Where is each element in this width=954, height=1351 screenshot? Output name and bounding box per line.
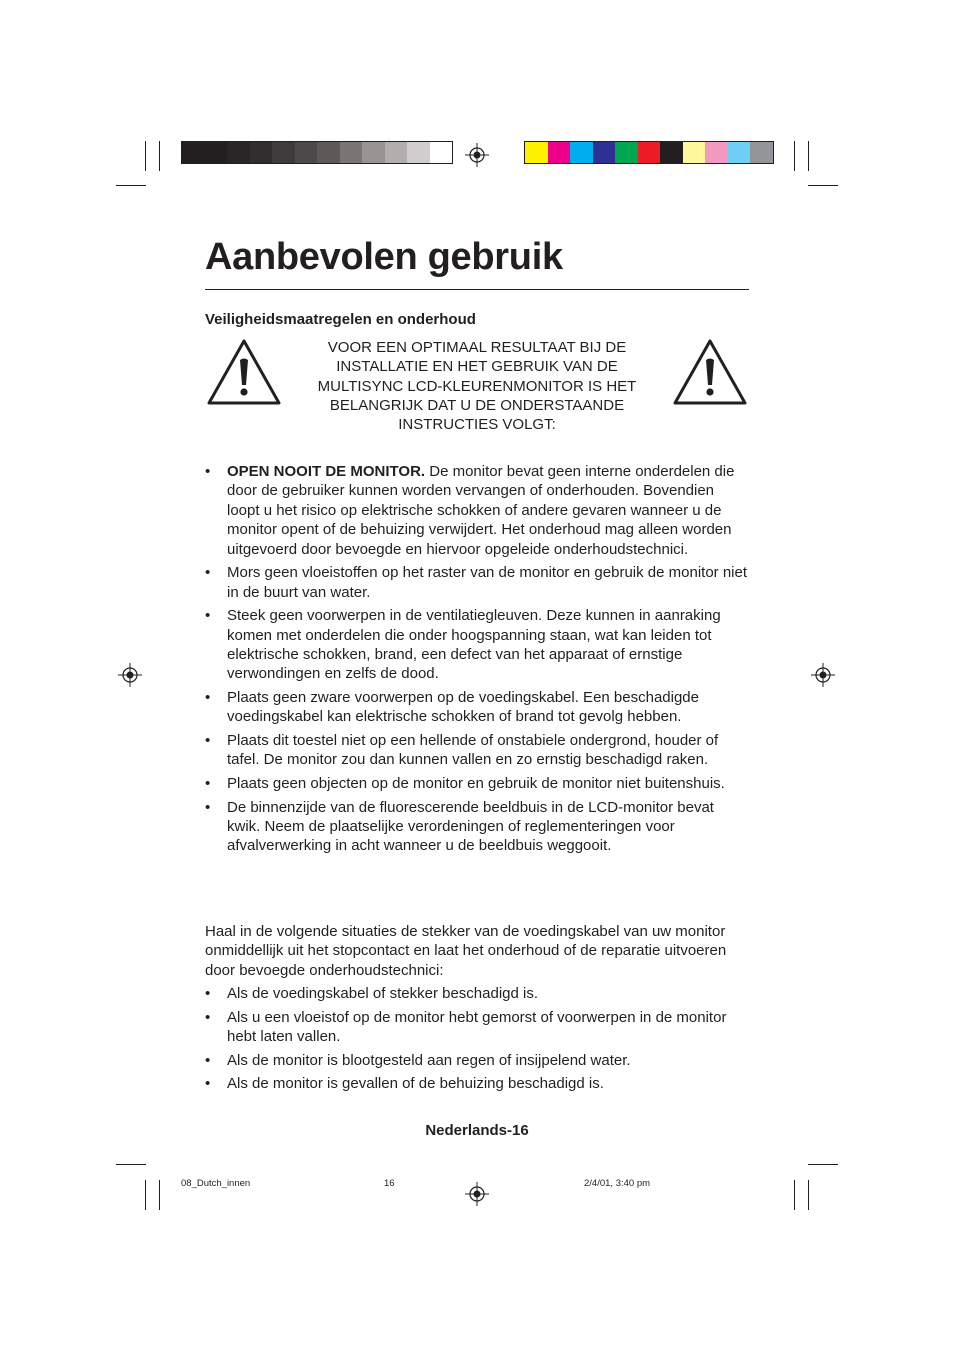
crop-mark bbox=[116, 1164, 146, 1165]
color-swatch bbox=[548, 142, 571, 163]
registration-mark-icon bbox=[118, 663, 142, 687]
color-swatch bbox=[638, 142, 661, 163]
list-item-text: Plaats geen zware voorwerpen op de voedingskabel. Een beschadigde voedingskabel kan elektrische schokken of brand tot gevolg hebben. bbox=[227, 689, 699, 726]
crop-mark bbox=[808, 1164, 838, 1165]
color-swatch bbox=[295, 142, 318, 163]
registration-mark-icon bbox=[811, 663, 835, 687]
color-swatch bbox=[683, 142, 706, 163]
section-heading: Veiligheidsmaatregelen en onderhoud bbox=[205, 311, 476, 328]
page-title: Aanbevolen gebruik bbox=[205, 236, 563, 278]
warning-triangle-icon bbox=[672, 338, 748, 406]
color-calibration-bar bbox=[524, 141, 774, 164]
color-swatch bbox=[250, 142, 273, 163]
list-item: • Als de monitor is gevallen of de behuizing beschadigd is. bbox=[205, 1074, 750, 1093]
crop-mark bbox=[794, 1180, 795, 1210]
list-item bbox=[205, 688, 750, 727]
crop-mark bbox=[159, 141, 160, 171]
list-item bbox=[205, 462, 750, 559]
crop-mark bbox=[145, 141, 146, 171]
color-swatch bbox=[593, 142, 616, 163]
color-swatch bbox=[362, 142, 385, 163]
color-swatch bbox=[570, 142, 593, 163]
registration-mark-icon bbox=[465, 1182, 489, 1206]
safety-bullet-list bbox=[205, 462, 750, 856]
list-item bbox=[205, 731, 750, 770]
list-item-text: De binnenzijde van de fluorescerende beeldbuis in de LCD-monitor bevat kwik. Neem de plaatselijke verordeningen of reglementeringen voor afvalverwerking in acht wanneer u de beeldbuis weggooit. bbox=[227, 798, 714, 855]
list-item-text: Steek geen voorwerpen in de ventilatiegleuven. Deze kunnen in aanraking komen met onderdelen die onder hoogspanning staan, wat kan leiden tot elektrische schokken, brand, een defect van het apparaat of ernstige verwondingen en zelfs de dood. bbox=[227, 607, 721, 683]
list-item-text: De monitor bevat geen interne onderdelen die door de gebruiker kunnen worden vervangen of onderhouden. Bovendien loopt u het risico op elektrische schokken of andere gevaren wanneer u de monitor opent of de behuizing verwijdert. Het onderhoud mag alleen worden uitgevoerd door bevoegde en hiervoor opgeleide onderhoudstechnici. bbox=[227, 463, 735, 558]
crop-mark bbox=[808, 185, 838, 186]
list-item: • Als u een vloeistof op de monitor hebt gemorst of voorwerpen in de monitor hebt laten vallen. bbox=[205, 1008, 750, 1047]
page-number-label: Nederlands-16 bbox=[425, 1122, 529, 1139]
unplug-paragraph: Haal in de volgende situaties de stekker van de voedingskabel van uw monitor onmiddellijk uit het stopcontact en laat het onderhoud of de reparatie uitvoeren door bevoegde onderhoudstechnici: bbox=[205, 923, 727, 979]
list-item: • Als de monitor is blootgesteld aan regen of insijpelend water. bbox=[205, 1051, 750, 1070]
safety-list-container bbox=[205, 462, 750, 860]
color-swatch bbox=[317, 142, 340, 163]
list-item: • Als de voedingskabel of stekker beschadigd is. bbox=[205, 984, 750, 1003]
color-swatch bbox=[750, 142, 773, 163]
slug-filename: 08_Dutch_innen bbox=[181, 1178, 251, 1189]
color-swatch bbox=[407, 142, 430, 163]
title-divider bbox=[205, 289, 749, 290]
color-swatch bbox=[728, 142, 751, 163]
color-swatch bbox=[385, 142, 408, 163]
crop-mark bbox=[159, 1180, 160, 1210]
color-swatch bbox=[340, 142, 363, 163]
color-swatch bbox=[182, 142, 205, 163]
list-item-text: Plaats dit toestel niet op een hellende of onstabiele ondergrond, houder of tafel. De monitor zou dan kunnen vallen en zo ernstig beschadigd raken. bbox=[227, 732, 719, 769]
unplug-section bbox=[205, 922, 750, 1098]
warning-triangle-icon bbox=[206, 338, 282, 406]
warning-notice: VOOR EEN OPTIMAAL RESULTAAT BIJ DE INSTALLATIE EN HET GEBRUIK VAN DE MULTISYNC LCD-KLEURENMONITOR IS HET BELANGRIJK DAT U DE ONDERSTAANDE INSTRUCTIES VOLGT: bbox=[317, 339, 637, 434]
crop-mark bbox=[808, 1180, 809, 1210]
slug-date: 2/4/01, 3:40 pm bbox=[584, 1178, 651, 1189]
crop-mark bbox=[794, 141, 795, 171]
list-item bbox=[205, 774, 750, 793]
color-swatch bbox=[705, 142, 728, 163]
grayscale-calibration-bar bbox=[181, 141, 453, 164]
registration-mark-icon bbox=[465, 143, 489, 167]
color-swatch bbox=[272, 142, 295, 163]
list-item-lead: OPEN NOOIT DE MONITOR. bbox=[227, 463, 426, 480]
color-swatch bbox=[205, 142, 228, 163]
crop-mark bbox=[808, 141, 809, 171]
crop-mark bbox=[145, 1180, 146, 1210]
color-swatch bbox=[525, 142, 548, 163]
color-swatch bbox=[660, 142, 683, 163]
slug-page: 16 bbox=[384, 1178, 395, 1189]
color-swatch bbox=[615, 142, 638, 163]
crop-mark bbox=[116, 185, 146, 186]
unplug-bullet-list bbox=[205, 984, 750, 1094]
list-item bbox=[205, 798, 750, 856]
list-item bbox=[205, 563, 750, 602]
list-item-text: Mors geen vloeistoffen op het raster van de monitor en gebruik de monitor niet in de buurt van water. bbox=[227, 564, 748, 601]
list-item-text: Plaats geen objecten op de monitor en gebruik de monitor niet buitenshuis. bbox=[227, 775, 725, 793]
color-swatch bbox=[227, 142, 250, 163]
list-item bbox=[205, 606, 750, 684]
color-swatch bbox=[430, 142, 453, 163]
